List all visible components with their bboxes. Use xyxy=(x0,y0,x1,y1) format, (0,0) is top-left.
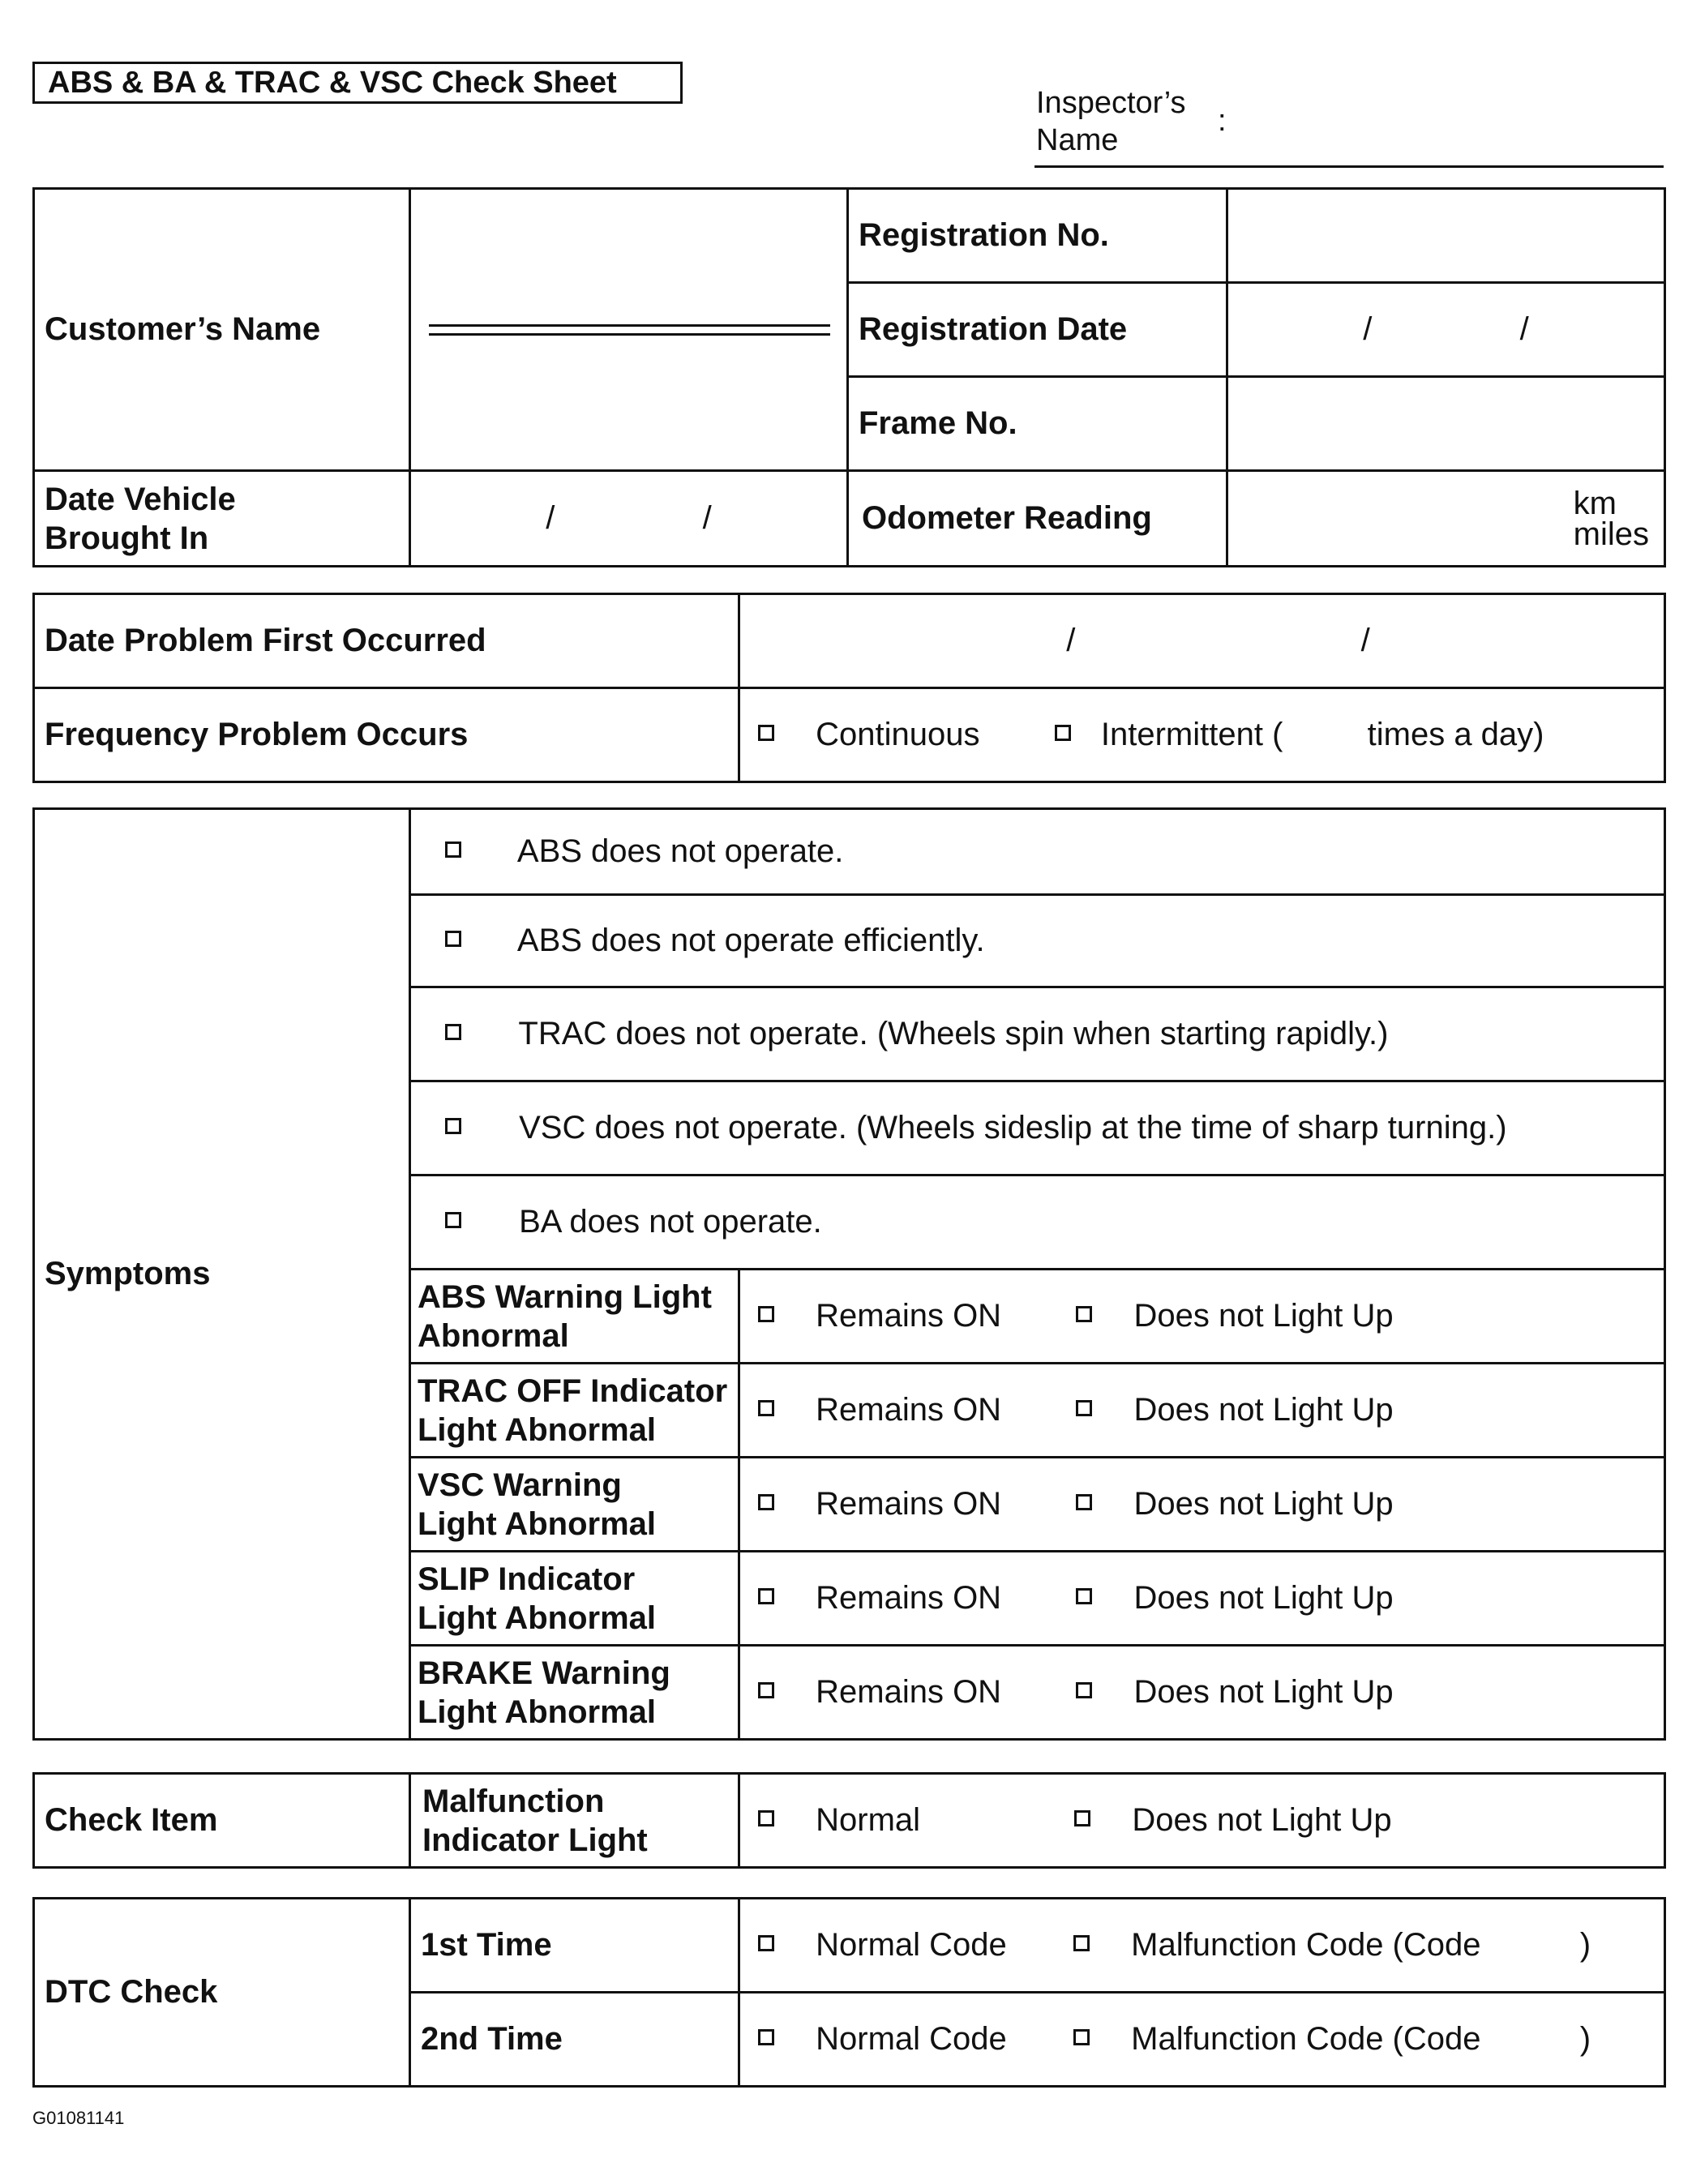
remains-on-label: Remains ON xyxy=(816,1580,1002,1616)
does-not-light-checkbox[interactable] xyxy=(1076,1588,1092,1604)
does-not-light-label: Does not Light Up xyxy=(1133,1580,1394,1616)
warning-light-line1: BRAKE Warning xyxy=(418,1655,670,1691)
mil-label xyxy=(410,1774,739,1868)
continuous-checkbox[interactable] xyxy=(758,725,774,741)
dtc-check-table xyxy=(32,1897,1666,2088)
symptom-checkbox[interactable] xyxy=(445,931,461,947)
problem-table xyxy=(32,593,1666,783)
mil-options xyxy=(739,1774,1665,1868)
date-slash: / xyxy=(1066,623,1076,658)
symptom-text: ABS does not operate. xyxy=(516,833,844,869)
warning-light-line1: SLIP Indicator xyxy=(418,1561,636,1597)
remains-on-checkbox[interactable] xyxy=(758,1306,774,1322)
date-first-occurred-label: Date Problem First Occurred xyxy=(34,594,739,688)
does-not-light-label: Does not Light Up xyxy=(1133,1298,1394,1334)
frame-no-field[interactable] xyxy=(1227,377,1665,471)
check-item-label: Check Item xyxy=(34,1774,410,1868)
registration-no-field[interactable] xyxy=(1227,189,1665,283)
warning-light-label xyxy=(410,1270,739,1364)
does-not-light-label: Does not Light Up xyxy=(1132,1802,1392,1838)
remains-on-checkbox[interactable] xyxy=(758,1682,774,1698)
close-paren: ) xyxy=(1579,2021,1591,2057)
symptom-row xyxy=(410,809,1665,895)
symptom-checkbox[interactable] xyxy=(445,1118,461,1134)
vehicle-info-table xyxy=(32,187,1666,567)
check-item-table xyxy=(32,1772,1666,1869)
malfunction-code-checkbox[interactable] xyxy=(1073,2029,1090,2045)
remains-on-checkbox[interactable] xyxy=(758,1588,774,1604)
symptoms-label: Symptoms xyxy=(34,809,410,1740)
normal-code-label: Normal Code xyxy=(816,2021,1007,2057)
figure-code: G01081141 xyxy=(32,2108,125,2128)
inspector-name-label xyxy=(1036,84,1185,159)
customer-name-field[interactable] xyxy=(410,189,848,471)
frame-no-label: Frame No. xyxy=(848,377,1227,471)
warning-light-options xyxy=(739,1270,1665,1364)
symptoms-table xyxy=(32,807,1666,1741)
does-not-light-checkbox[interactable] xyxy=(1076,1400,1092,1416)
inspector-name-field[interactable] xyxy=(1034,165,1664,168)
symptom-checkbox[interactable] xyxy=(445,1024,461,1040)
date-brought-in-label xyxy=(34,471,410,567)
date-slash: / xyxy=(1519,311,1529,347)
warning-light-label xyxy=(410,1552,739,1646)
symptom-row xyxy=(410,895,1665,987)
warning-light-options xyxy=(739,1458,1665,1552)
date-slash: / xyxy=(1360,623,1370,658)
registration-date-label: Registration Date xyxy=(848,283,1227,377)
inspector-label-line1: Inspector’s xyxy=(1036,86,1186,120)
does-not-light-checkbox[interactable] xyxy=(1074,1810,1090,1826)
dtc-second-label: 2nd Time xyxy=(410,1993,739,2087)
date-brought-in-line2: Brought In xyxy=(45,520,209,556)
odometer-label: Odometer Reading xyxy=(848,471,1227,567)
frequency-options xyxy=(739,688,1665,782)
mil-line2: Indicator Light xyxy=(422,1822,648,1858)
does-not-light-checkbox[interactable] xyxy=(1076,1494,1092,1510)
malfunction-code-checkbox[interactable] xyxy=(1073,1935,1090,1951)
symptom-text: ABS does not operate efficiently. xyxy=(516,923,985,958)
warning-light-options xyxy=(739,1364,1665,1458)
date-brought-in-field[interactable] xyxy=(410,471,848,567)
warning-light-label xyxy=(410,1646,739,1740)
inspector-label-line2: Name xyxy=(1036,123,1119,157)
intermittent-label: Intermittent ( xyxy=(1100,717,1283,752)
customer-name-underline xyxy=(429,324,830,336)
unit-miles: miles xyxy=(1573,516,1649,552)
sheet-title: ABS & BA & TRAC & VSC Check Sheet xyxy=(32,62,683,104)
odometer-field[interactable] xyxy=(1227,471,1665,567)
warning-light-label xyxy=(410,1458,739,1552)
normal-code-label: Normal Code xyxy=(816,1927,1007,1963)
warning-light-line2: Light Abnormal xyxy=(418,1694,657,1730)
remains-on-label: Remains ON xyxy=(816,1674,1002,1710)
does-not-light-checkbox[interactable] xyxy=(1076,1306,1092,1322)
does-not-light-label: Does not Light Up xyxy=(1133,1486,1394,1522)
symptom-text: TRAC does not operate. (Wheels spin when starting rapidly.) xyxy=(518,1016,1389,1051)
date-brought-in-line1: Date Vehicle xyxy=(45,481,236,517)
warning-light-line2: Light Abnormal xyxy=(418,1505,657,1542)
remains-on-label: Remains ON xyxy=(816,1392,1002,1428)
date-slash: / xyxy=(546,500,555,536)
warning-light-line1: VSC Warning xyxy=(418,1467,622,1503)
close-paren: ) xyxy=(1579,1927,1591,1963)
symptom-text: BA does not operate. xyxy=(519,1204,822,1240)
symptom-row xyxy=(410,987,1665,1081)
symptom-checkbox[interactable] xyxy=(445,841,461,858)
normal-code-checkbox[interactable] xyxy=(758,2029,774,2045)
date-slash: / xyxy=(702,500,712,536)
remains-on-checkbox[interactable] xyxy=(758,1400,774,1416)
does-not-light-checkbox[interactable] xyxy=(1076,1682,1092,1698)
warning-light-options xyxy=(739,1646,1665,1740)
symptom-checkbox[interactable] xyxy=(445,1212,461,1228)
dtc-check-label: DTC Check xyxy=(34,1899,410,2087)
symptom-text: VSC does not operate. (Wheels sideslip at the time of sharp turning.) xyxy=(519,1110,1507,1146)
normal-label: Normal xyxy=(816,1802,921,1838)
normal-code-checkbox[interactable] xyxy=(758,1935,774,1951)
times-a-day-label: times a day) xyxy=(1367,717,1544,752)
warning-light-line2: Light Abnormal xyxy=(418,1411,657,1448)
date-first-occurred-field[interactable] xyxy=(739,594,1665,688)
frequency-label: Frequency Problem Occurs xyxy=(34,688,739,782)
dtc-first-label: 1st Time xyxy=(410,1899,739,1993)
remains-on-checkbox[interactable] xyxy=(758,1494,774,1510)
symptom-row xyxy=(410,1176,1665,1270)
dtc-first-options xyxy=(739,1899,1665,1993)
normal-checkbox[interactable] xyxy=(758,1810,774,1826)
malfunction-code-label: Malfunction Code (Code xyxy=(1131,1927,1481,1963)
warning-light-line2: Light Abnormal xyxy=(418,1599,657,1636)
remains-on-label: Remains ON xyxy=(816,1298,1002,1334)
customer-name-label: Customer’s Name xyxy=(34,189,410,471)
warning-light-line1: TRAC OFF Indicator xyxy=(418,1372,728,1409)
mil-line1: Malfunction xyxy=(422,1783,605,1819)
does-not-light-label: Does not Light Up xyxy=(1133,1392,1394,1428)
date-slash: / xyxy=(1363,311,1373,347)
symptom-row xyxy=(410,1081,1665,1176)
dtc-second-options xyxy=(739,1993,1665,2087)
inspector-colon: : xyxy=(1218,104,1227,138)
remains-on-label: Remains ON xyxy=(816,1486,1002,1522)
warning-light-line1: ABS Warning Light xyxy=(418,1278,712,1315)
warning-light-options xyxy=(739,1552,1665,1646)
continuous-label: Continuous xyxy=(816,717,980,752)
warning-light-label xyxy=(410,1364,739,1458)
intermittent-checkbox[interactable] xyxy=(1055,725,1071,741)
malfunction-code-label: Malfunction Code (Code xyxy=(1131,2021,1481,2057)
warning-light-line2: Abnormal xyxy=(418,1317,569,1354)
does-not-light-label: Does not Light Up xyxy=(1133,1674,1394,1710)
registration-date-field[interactable] xyxy=(1227,283,1665,377)
unit-km: km xyxy=(1573,485,1617,521)
registration-no-label: Registration No. xyxy=(848,189,1227,283)
